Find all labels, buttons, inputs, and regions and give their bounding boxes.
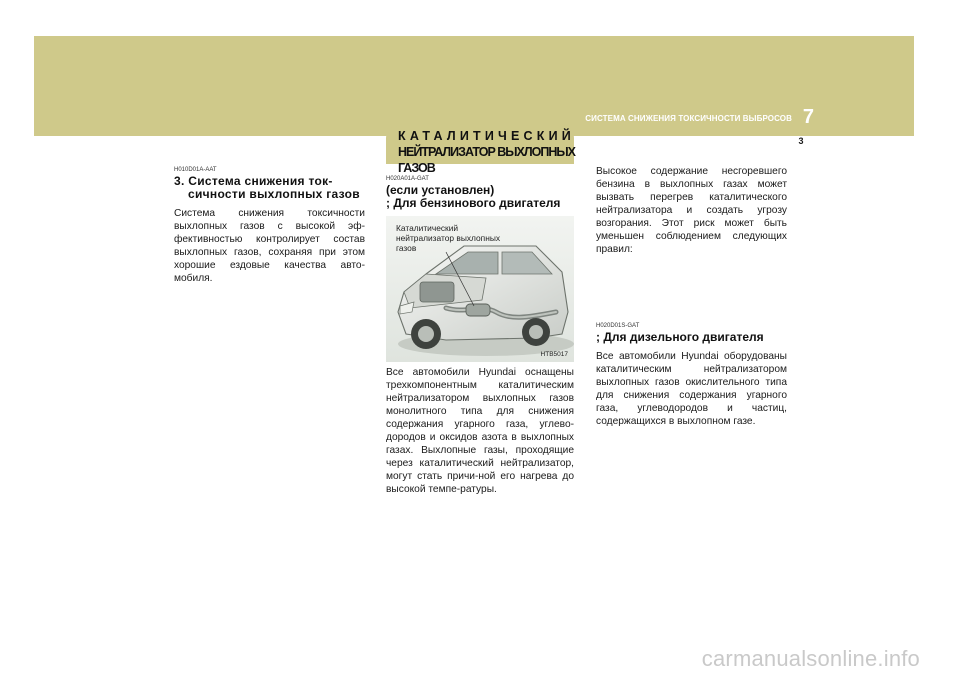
- diesel-heading: ; Для дизельного двигателя: [596, 330, 764, 344]
- right-column-diesel: [596, 323, 787, 428]
- middle-column-body: [386, 360, 574, 496]
- section-title: СИСТЕМА СНИЖЕНИЯ ТОКСИЧНОСТИ ВЫБРОСОВ: [585, 114, 792, 123]
- section-body: Система снижения токсичности выхлопных газов с высокой эф-фективностью контролирует состав выхлопных газов, сохраняя при этом хорошие ездовые качества авто-мобиля.: [174, 208, 365, 284]
- catalyst-title: [398, 128, 578, 176]
- section-code: H010D01A-AAT: [174, 167, 217, 173]
- section-heading: [174, 175, 365, 201]
- catalyst-title-line2: НЕЙТРАЛИЗАТОР ВЫХЛОПНЫХ: [398, 145, 575, 159]
- figure-label: Каталитический нейтрализатор выхлопных газов: [396, 223, 501, 253]
- watermark: carmanualsonline.info: [701, 646, 920, 671]
- catalyst-title-line1: КАТАЛИТИЧЕСКИЙ: [398, 129, 575, 143]
- figure-code: HTB5017: [540, 351, 568, 358]
- gasoline-heading-line1: (если установлен): [386, 183, 495, 197]
- left-column: [174, 167, 365, 285]
- middle-column-heading: [386, 176, 574, 210]
- page-number-tab: [786, 136, 846, 150]
- page-number: 3: [798, 136, 804, 146]
- diesel-body: Все автомобили Hyundai оборудованы каталитическим нейтрализатором выхлопных газов окислительного типа для снижения содержания угарного газа, углеводородов и частиц, содержащихся в выхлопном газе.: [596, 351, 787, 427]
- gasoline-code: H020A01A-GAT: [386, 176, 429, 182]
- gasoline-heading-line2: ; Для бензинового двигателя: [386, 196, 561, 210]
- section-heading-line2: сичности выхлопных газов: [188, 187, 360, 201]
- right-column-top: [596, 159, 787, 256]
- diesel-code: H020D01S-GAT: [596, 323, 640, 329]
- gasoline-heading: [386, 184, 574, 210]
- gasoline-body: Все автомобили Hyundai оснащены трехкомпонентным каталитическим нейтрализатором выхлопных газов монолитного типа для снижения содержания угарного газа, углево-дородов и оксидов азота в выхлопных газах. Выхлопные газы, проходящие через каталитический нейтрализатор, могут стать причи-ной его нагрева до высокой темпе-ратуры.: [386, 367, 574, 495]
- section-heading-line1: 3. Система снижения ток-: [174, 174, 333, 188]
- chapter-number: 7: [802, 106, 814, 128]
- catalyst-title-line3: ГАЗОВ: [398, 161, 435, 175]
- overheat-warning-body: Высокое содержание несгоревшего бензина в выхлопных газах может вызвать перегрев каталитического нейтрализатора и создать угрозу возгорания. Этот риск может быть уменьшен соблюдением следующих правил:: [596, 166, 787, 255]
- catalyst-figure: [386, 216, 574, 362]
